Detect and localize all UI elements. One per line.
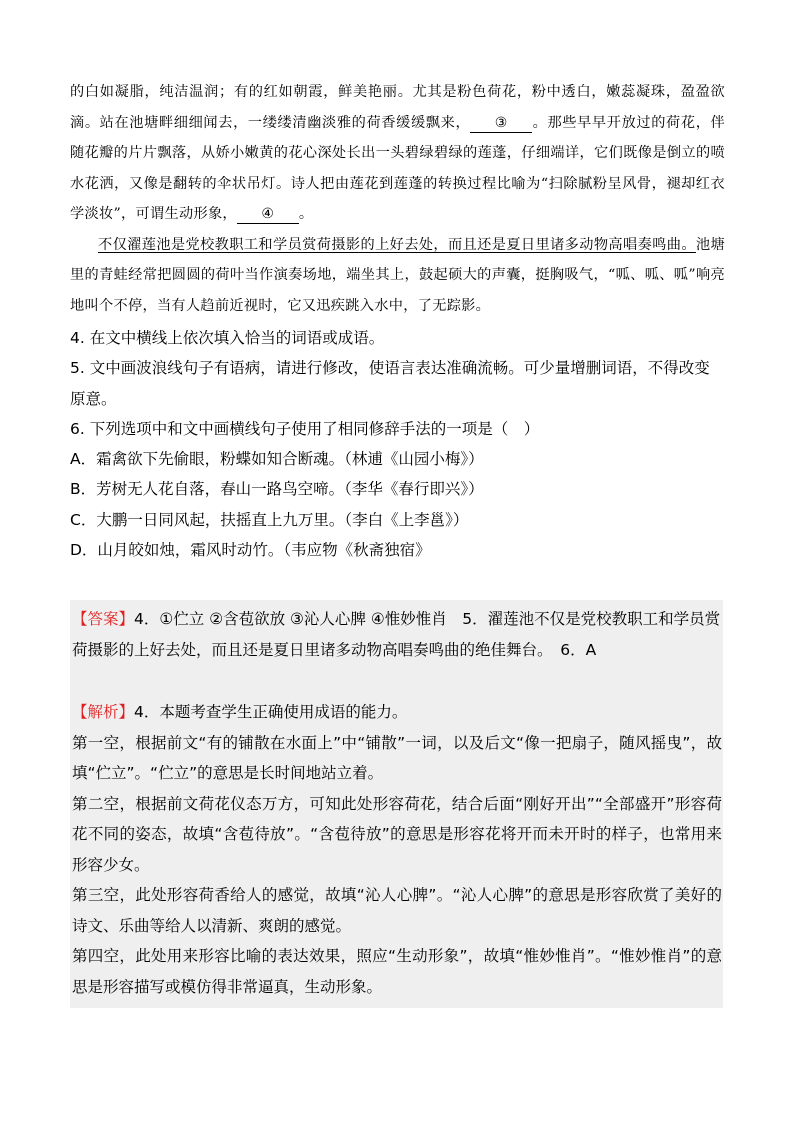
option-b: B．芳树无人花自落，春山一路鸟空啼。（李华《春行即兴》） (70, 480, 484, 499)
explanation-tag: 【解析】 (72, 703, 135, 721)
question-5: 5. 文中画波浪线句子有语病，请进行修改，使语言表达准确流畅。可少量增删词语，不得改变原意。 (70, 359, 710, 408)
option-d: D．山月皎如烛，霜风时动竹。（韦应物《秋斋独宿》 (70, 541, 431, 560)
explanation-blank-3: 第三空，此处形容荷香给人的感觉，故填“沁人心脾”。“沁人心脾”的意思是形容欣赏了美好的诗文、乐曲等给人以清新、爽朗的感觉。 (72, 886, 722, 935)
passage (70, 77, 725, 321)
underlined-sentence: “呱、呱、呱”响亮地叫个不停 (70, 267, 725, 314)
passage-paragraph-2: 不仅濯莲池是党校教职工和学员赏荷摄影的上好去处，而且还是夏日里诸多动物高唱奏鸣曲。池塘里的青蛙经常把圆圆的荷叶当作演奏场地，端坐其上，鼓起硕大的声囊，挺胸吸气，“呱、呱、呱”响亮地叫个不停，当有人趋前近视时，它又迅疾跳入水中，了无踪影。 (70, 236, 725, 314)
option-a: A．霜禽欲下先偷眼，粉蝶如知合断魂。（林逋《山园小梅》） (70, 450, 484, 469)
explanation-intro: 4．本题考查学生正确使用成语的能力。 (134, 703, 408, 721)
answer-text: 4．①伫立 ②含苞欲放 ③沁人心脾 ④惟妙惟肖 5．濯莲池不仅是党校教职工和学员赏荷摄影的上好去处，而且还是夏日里诸多动物高唱奏鸣曲的绝佳舞台。 6．A (72, 610, 721, 659)
question-4: 4. 在文中横线上依次填入恰当的词语或成语。 (70, 329, 385, 347)
questions (70, 323, 725, 565)
answer-tag: 【答案】 (72, 610, 135, 628)
explanation-section (72, 697, 722, 1002)
blank-3: ③ (470, 114, 532, 133)
wavy-underlined-sentence: 不仅濯莲池是党校教职工和学员赏荷摄影的上好去处，而且还是夏日里诸多动物高唱奏鸣曲。 (98, 236, 696, 253)
option-c: C．大鹏一日同风起，扶摇直上九万里。（李白《上李邕》） (70, 510, 469, 529)
explanation-blank-4: 第四空，此处用来形容比喻的表达效果，照应“生动形象”，故填“惟妙惟肖”。“惟妙惟肖”的意思是形容描写或模仿得非常逼真，生动形象。 (72, 947, 722, 996)
blank-4: ④ (237, 205, 299, 224)
explanation-blank-2: 第二空，根据前文荷花仪态万方，可知此处形容荷花，结合后面“刚好开出”“全部盛开”形容荷花不同的姿态，故填“含苞待放”。“含苞待放”的意思是形容花将开而未开时的样子，也常用来形容少女。 (72, 794, 722, 874)
question-6: 6. 下列选项中和文中画横线句子使用了相同修辞手法的一项是（ ） (70, 419, 540, 438)
passage-paragraph-1: 的白如凝脂，纯洁温润；有的红如朝霞，鲜美艳丽。尤其是粉色荷花，粉中透白，嫩蕊凝珠，盈盈欲滴。站在池塘畔细细闻去，一缕缕清幽淡雅的荷香缓缓飘来， ③ 。那些早早开放过的荷花，伴随花瓣的片片飘落，从娇小嫩黄的花心深处长出一头碧绿碧绿的莲蓬，仔细端详，它们既像是倒立的喷水花洒，又像是翻转的伞状吊灯。诗人把由莲花到莲蓬的转换过程比喻为“扫除腻粉呈风骨，褪却红衣学淡妆”，可谓生动形象， ④ 。 (70, 84, 726, 222)
explanation-blank-1: 第一空，根据前文“有的铺散在水面上”中“铺散”一词，以及后文“像一把扇子，随风摇曳”，故填“伫立”。“伫立”的意思是长时间地站立着。 (72, 733, 722, 782)
answer-section (72, 604, 722, 665)
